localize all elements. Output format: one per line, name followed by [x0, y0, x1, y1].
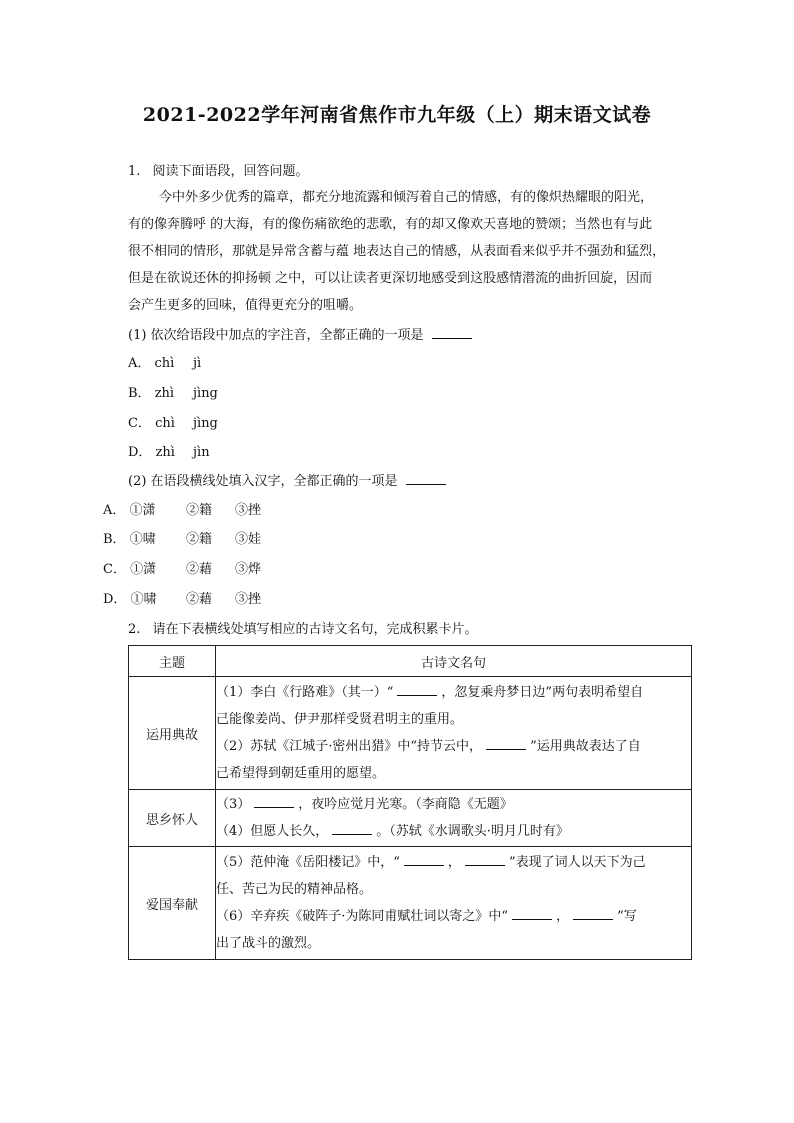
option-value: ③挫: [235, 503, 262, 518]
option-value: jìng: [193, 386, 218, 401]
answer-blank[interactable]: [397, 694, 437, 696]
answer-blank[interactable]: [432, 337, 472, 339]
answer-blank[interactable]: [512, 918, 552, 920]
option-c[interactable]: [128, 416, 218, 431]
table-header-row: [129, 646, 692, 677]
option-value: jìn: [193, 445, 210, 460]
answer-blank[interactable]: [332, 833, 372, 835]
answer-blank[interactable]: [404, 864, 444, 866]
question-prompt: 请在下表横线处填写相应的古诗文名句，完成积累卡片。: [152, 622, 478, 637]
option-value: ③挫: [235, 592, 262, 607]
passage-line: 很不相同的情形，那就是异常含蓄与蕴 地表达自己的情感，从表面看来似乎并不强劲和猛烈，: [128, 244, 666, 259]
option-letter: D．: [128, 445, 152, 460]
accumulation-card-table: [128, 645, 692, 960]
table-row: [129, 847, 692, 960]
option-a[interactable]: [103, 503, 262, 518]
content-text: 出了战斗的激烈。: [216, 936, 321, 951]
row-topic: 思乡怀人: [129, 790, 216, 847]
sub-question-prompt: (2) 在语段横线处填入汉字，全都正确的一项是: [128, 474, 398, 489]
option-value: ③烨: [235, 562, 262, 577]
header-topic: 主题: [129, 646, 216, 677]
passage-line: 有的像奔腾呼 的大海，有的像伤痛欲绝的悲歌，有的却又像欢天喜地的赞颂；当然也有与此: [128, 217, 653, 232]
option-letter: B．: [128, 386, 151, 401]
table-row: [129, 677, 692, 790]
option-letter: C．: [103, 562, 126, 577]
header-content: 古诗文名句: [216, 646, 692, 677]
content-text: 任、苦己为民的精神品格。: [216, 882, 373, 897]
option-value: ②籍: [186, 503, 213, 518]
answer-blank[interactable]: [573, 918, 613, 920]
content-text: ，夜吟应觉月光寒。（李商隐《无题》: [298, 797, 513, 812]
option-value: chì: [155, 416, 175, 431]
content-line: [216, 706, 691, 733]
content-text: 。（苏轼《水调歌头·明月几时有》: [376, 824, 569, 839]
question-number: 1.: [128, 164, 141, 179]
option-value: ②籍: [186, 532, 213, 547]
option-b[interactable]: [128, 386, 218, 401]
option-letter: B．: [103, 532, 126, 547]
content-text: ”写: [617, 909, 637, 924]
content-text: ”运用典故表达了自: [530, 739, 641, 754]
passage-line: 会产生更多的回味，值得更充分的咀嚼。: [128, 298, 363, 313]
option-value: ③娃: [235, 532, 262, 547]
content-line: [216, 903, 691, 930]
option-value: zhì: [155, 445, 175, 460]
content-text: 己希望得到朝廷重用的愿望。: [216, 766, 386, 781]
option-value: ①潇: [129, 503, 156, 518]
question-2-header: [128, 623, 478, 636]
sub-question-prompt: (1) 依次给语段中加点的字注音，全都正确的一项是: [128, 328, 424, 343]
option-value: chì: [154, 356, 175, 371]
row-topic: 爱国奉献: [129, 847, 216, 960]
content-text: ，: [556, 909, 570, 924]
answer-blank[interactable]: [406, 483, 446, 485]
content-text: ”表现了词人以天下为己: [508, 855, 646, 870]
passage-line: 但是在欲说还休的抑扬顿 之中，可以让读者更深切地感受到这股感情潜流的曲折回旋，因而: [128, 271, 653, 286]
content-text: （5）范仲淹《岳阳楼记》中，“: [216, 855, 400, 870]
sub-question-2: [128, 475, 450, 488]
option-value: ①潇: [130, 562, 157, 577]
sub-question-1: [128, 329, 476, 342]
option-letter: C．: [128, 416, 151, 431]
content-line: [216, 791, 691, 818]
content-text: （6）辛弃疾《破阵子·为陈同甫赋壮词以寄之》中“: [216, 909, 509, 924]
option-c[interactable]: [103, 562, 262, 577]
row-topic: 运用典故: [129, 677, 216, 790]
option-value: ②藉: [186, 592, 213, 607]
content-line: [216, 679, 691, 706]
table-row: [129, 790, 692, 847]
question-1-header: [128, 165, 309, 178]
row-content: [216, 847, 692, 960]
option-letter: A．: [128, 356, 151, 371]
content-line: [216, 876, 691, 903]
option-letter: A．: [103, 503, 126, 518]
option-d[interactable]: [128, 445, 210, 460]
option-value: ①啸: [130, 592, 157, 607]
content-line: [216, 818, 691, 845]
question-prompt: 阅读下面语段，回答问题。: [152, 164, 309, 179]
content-text: ，: [447, 855, 461, 870]
content-line: [216, 760, 691, 787]
passage-line: 今中外多少优秀的篇章，都充分地流露和倾泻着自己的情感，有的像炽热耀眼的阳光，: [159, 190, 654, 205]
answer-blank[interactable]: [465, 864, 505, 866]
answer-blank[interactable]: [254, 806, 294, 808]
option-letter: D．: [103, 592, 127, 607]
option-value: ①啸: [129, 532, 156, 547]
option-b[interactable]: [103, 532, 262, 547]
content-text: ，忽复乘舟梦日边”两句表明希望自: [441, 685, 644, 700]
option-a[interactable]: [128, 356, 202, 371]
content-text: （1）李白《行路难》（其一）“: [216, 685, 394, 700]
content-text: （3）: [216, 797, 251, 812]
row-content: [216, 677, 692, 790]
option-value: jì: [193, 356, 202, 371]
content-text: 己能像姜尚、伊尹那样受贤君明主的重用。: [216, 712, 464, 727]
content-text: （4）但愿人长久，: [216, 824, 329, 839]
row-content: [216, 790, 692, 847]
option-value: ②藉: [186, 562, 213, 577]
content-line: [216, 733, 691, 760]
content-line: [216, 930, 691, 957]
exam-title: 2021-2022学年河南省焦作市九年级（上）期末语文试卷: [142, 104, 652, 126]
option-value: zhì: [154, 386, 175, 401]
question-number: 2.: [128, 622, 141, 637]
option-value: jìng: [193, 416, 218, 431]
content-line: [216, 849, 691, 876]
answer-blank[interactable]: [486, 748, 526, 750]
content-text: （2）苏轼《江城子·密州出猎》中“持节云中，: [216, 739, 483, 754]
option-d[interactable]: [103, 592, 262, 607]
